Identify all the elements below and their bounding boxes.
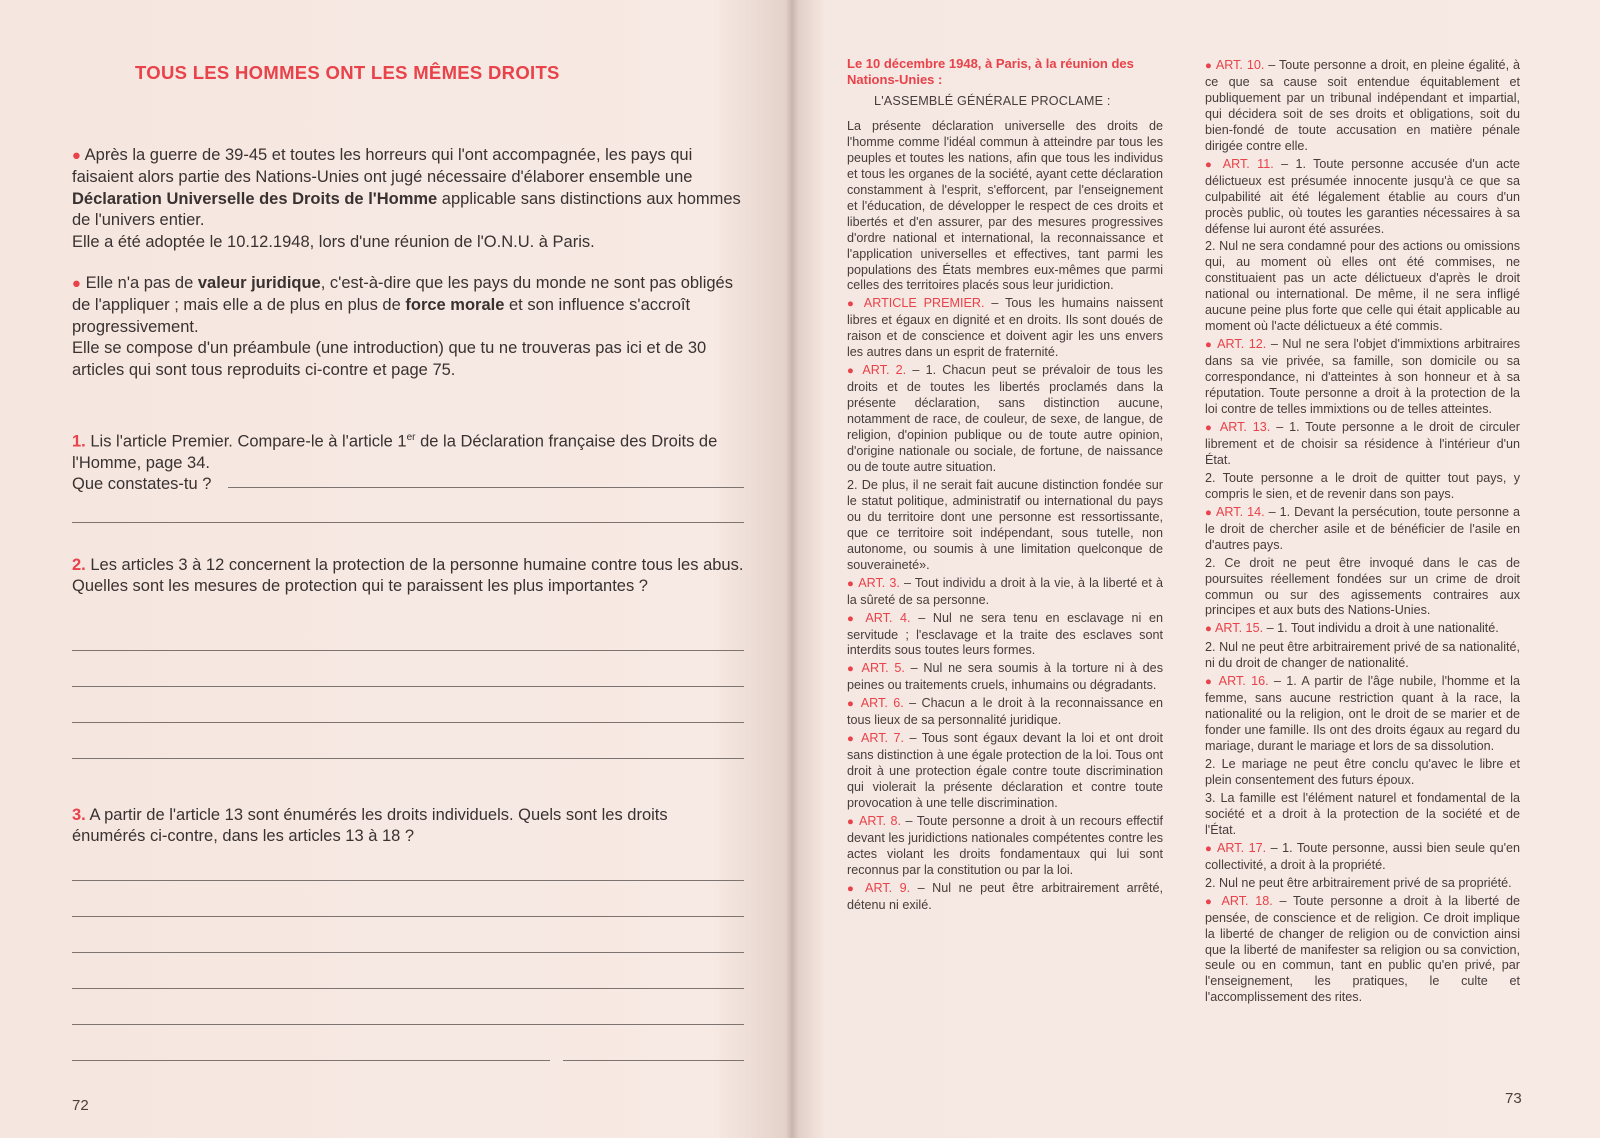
- article-item: [1205, 239, 1520, 335]
- question-2-text-b: Quelles sont les mesures de protection qui te paraissent les plus importantes ?: [72, 577, 648, 596]
- article-item: [1205, 621, 1520, 638]
- para2-text-d: Elle se compose d'un préambule (une introduction) que tu ne trouveras pas ici et de 30 articles qui sont tous reproduits ci-contre et page 75.: [72, 339, 707, 379]
- article-item: [1205, 894, 1520, 1007]
- bullet-icon: ●: [72, 276, 81, 292]
- bullet-icon: ●: [847, 577, 859, 590]
- answer-line[interactable]: [72, 916, 744, 917]
- article-label: ART. 12.: [1217, 337, 1267, 352]
- article-text: – 1. Toute personne, aussi bien seule qu'en collectivité, a droit à la propriété.: [1205, 840, 1520, 872]
- article-label: ART. 16.: [1218, 674, 1269, 689]
- article-text: – 1. Chacun peut se prévaloir de tous les droits et de toutes les libertés proclamés dans la présente déclaration, sans distinction aucune, notamment de race, de couleur, de sexe, de langue, de religion, d'opinion publique ou de toute autre opinion, d'origine nationale ou sociale, de fortune, de naissance ou de toute autre situation.: [847, 363, 1163, 474]
- article-text: – Toute personne a droit, en pleine égalité, à ce que sa cause soit entendue équitablement et publiquement par un tribunal indépendant et impartial, qui décidera soit de ses droits et obligations, soit du bien-fondé de toute accusation en matière pénale dirigée contre elle.: [1205, 58, 1520, 153]
- answer-line[interactable]: [563, 1060, 744, 1061]
- article-text: 2. Nul ne peut être arbitrairement privé de sa propriété.: [1205, 875, 1512, 890]
- article-label: ART. 15.: [1215, 621, 1264, 636]
- article-item: [847, 576, 1163, 609]
- question-2: [72, 555, 744, 598]
- answer-line[interactable]: [72, 952, 744, 953]
- bullet-icon: ●: [1205, 158, 1223, 171]
- answer-line[interactable]: [72, 1060, 550, 1061]
- intro-paragraph-1: [72, 145, 744, 253]
- question-1-number: 1.: [72, 432, 86, 451]
- article-label: ART. 3.: [858, 575, 900, 590]
- article-text: – 1. Toute personne a le droit de circuler librement et de choisir sa résidence à l'intérieur d'un État.: [1205, 419, 1520, 467]
- bullet-icon: ●: [1205, 60, 1216, 72]
- para2-text-c: et son influence s'accroît progressivement.: [72, 296, 691, 336]
- article-text: – Tout individu a droit à la vie, à la liberté et à la sûreté de sa personne.: [847, 575, 1163, 607]
- article-item: [1205, 757, 1520, 789]
- answer-line[interactable]: [72, 758, 744, 759]
- bullet-icon: ●: [1205, 339, 1218, 352]
- bullet-icon: ●: [847, 663, 862, 676]
- article-text: – Nul ne peut être arbitrairement arrêté, détenu ni exilé.: [847, 880, 1163, 912]
- article-text: – 1. A partir de l'âge nubile, l'homme et la femme, sans aucune restriction quant à la race, la nationalité ou la religion, ont le droit de se marier et de fonder une famille. Ils ont des droits égaux au regard du mariage, durant le mariage et lors de sa dissolution.: [1205, 674, 1520, 754]
- page-title: TOUS LES HOMMES ONT LES MÊMES DROITS: [135, 62, 560, 83]
- article-text: 3. La famille est l'élément naturel et fondamental de la société et a droit à la protection de la société et de l'État.: [1205, 790, 1520, 837]
- article-item: [1205, 58, 1520, 155]
- article-text: 2. Nul ne sera condamné pour des actions ou omissions qui, au moment où elles ont été commises, ne constituaient pas un acte délictueux d'après le droit national ou international. De même, il ne sera infligé aucune peine plus forte que celle qui était applicable au moment où l'acte délictueux a été commis.: [1205, 239, 1520, 334]
- article-item: [1205, 791, 1520, 839]
- article-item: [1205, 640, 1520, 672]
- article-label: ART. 9.: [865, 880, 911, 895]
- bullet-icon: ●: [72, 148, 81, 164]
- article-item: [1205, 505, 1520, 554]
- bullet-icon: ●: [847, 698, 861, 711]
- bullet-icon: ●: [1205, 623, 1215, 636]
- article-item: [847, 611, 1163, 660]
- para1-bold: Déclaration Universelle des Droits de l'Homme: [72, 189, 438, 208]
- question-1-text-b: de la Déclaration française des Droits de l'Homme, page 34.: [72, 432, 718, 472]
- article-item: [847, 478, 1163, 574]
- article-text: – Nul ne sera l'objet d'immixtions arbitraires dans sa vie privée, sa famille, son domicile ou sa correspondance, ni d'atteintes à son honneur et à sa réputation. Toute personne a droit à la protection de la loi contre de telles immixtions ou de telles atteintes.: [1205, 337, 1520, 417]
- question-2-number: 2.: [72, 556, 86, 574]
- article-item: [1205, 471, 1520, 503]
- bullet-icon: ●: [847, 612, 866, 625]
- article-text: – 1. Devant la persécution, toute personne a le droit de chercher asile et de bénéficier de l'asile en d'autres pays.: [1205, 504, 1520, 552]
- article-text: – 1. Toute personne accusée d'un acte délictueux est présumée innocente jusqu'à ce que sa culpabilité ait été légalement établie au cours d'un procès public, où toutes les garanties nécessaires à sa défense lui auront été assurées.: [1205, 156, 1520, 236]
- para1-text-b: applicable sans distinctions aux hommes de l'univers entier.: [72, 189, 741, 230]
- bullet-icon: ●: [847, 815, 859, 828]
- articles-list-2: [1205, 58, 1520, 1006]
- para1-text-c: Elle a été adoptée le 10.12.1948, lors d'une réunion de l'O.N.U. à Paris.: [72, 232, 595, 251]
- answer-line[interactable]: [72, 650, 744, 651]
- question-1-text-a: Lis l'article Premier. Compare-le à l'article 1: [90, 432, 407, 451]
- question-1-text-c: Que constates-tu ?: [72, 475, 212, 494]
- article-text: – Toute personne a droit à la liberté de pensée, de conscience et de religion. Ce droit implique la liberté de changer de religion ou de conviction ainsi que la liberté de manifester sa religion ou sa conviction, seule ou en commun, tant en public qu'en privé, par l'enseignement, les pratiques, le culte et l'accomplissement des rites.: [1205, 893, 1520, 1005]
- article-text: 2. Ce droit ne peut être invoqué dans le cas de poursuites réellement fondées sur un crime de droit commun ou sur des agissements contraires aux principes et aux buts des Nations-Unies.: [1205, 555, 1520, 618]
- question-2-text-a: Les articles 3 à 12 concernent la protection de la personne humaine contre tous les abus.: [90, 556, 744, 574]
- proclamation-heading: L'ASSEMBLÉ GÉNÉRALE PROCLAME :: [874, 94, 1111, 108]
- article-item: [1205, 420, 1520, 469]
- answer-line[interactable]: [228, 487, 744, 488]
- question-3-text: A partir de l'article 13 sont énumérés les droits individuels. Quels sont les droits énumérés ci-contre, dans les articles 13 à 18 ?: [72, 806, 668, 846]
- declaration-column-2: [1205, 56, 1520, 1006]
- article-item: [1205, 157, 1520, 238]
- answer-line[interactable]: [72, 988, 744, 989]
- preamble-text: La présente déclaration universelle des droits de l'homme comme l'idéal commun à atteindre par tous les peuples et toutes les nations, afin que tous les individus et tous les organes de la société, ayant cette déclaration constamment à l'esprit, s'efforcent, par l'enseignement et l'éducation, de développer le respect de ces droits et libertés et d'en assurer, par des mesures progressives d'ordre national et international, la reconnaissance et l'application universelles et effectives, tant parmi les populations des États membres eux-mêmes que parmi celles des territoires placés sous leur juridiction.: [847, 118, 1163, 293]
- article-item: [1205, 674, 1520, 755]
- book-gutter: [786, 0, 798, 1138]
- question-3-number: 3.: [72, 806, 86, 824]
- bullet-icon: ●: [1205, 421, 1220, 434]
- article-label: ART. 2.: [862, 363, 907, 378]
- page-number-left: 72: [72, 1097, 89, 1114]
- article-item: [847, 881, 1163, 914]
- question-3: [72, 805, 744, 848]
- para1-text-a: Après la guerre de 39-45 et toutes les horreurs qui l'ont accompagnée, les pays qui faisaient alors partie des Nations-Unies ont jugé nécessaire d'élaborer ensemble une: [72, 146, 693, 187]
- articles-list-1: [847, 296, 1163, 913]
- article-label: ART. 5.: [861, 661, 905, 676]
- para2-text-a: Elle n'a pas de: [85, 274, 198, 292]
- bullet-icon: ●: [847, 298, 864, 311]
- article-label: ART. 10.: [1215, 58, 1265, 72]
- bullet-icon: ●: [1205, 676, 1219, 689]
- article-item: [847, 696, 1163, 729]
- article-label: ART. 4.: [865, 610, 911, 625]
- para2-bold-1: valeur juridique: [197, 274, 321, 292]
- answer-line[interactable]: [72, 880, 744, 881]
- article-item: [847, 731, 1163, 812]
- article-label: ART. 14.: [1216, 504, 1265, 519]
- page-number-right: 73: [1505, 1090, 1522, 1107]
- article-label: ART. 13.: [1219, 419, 1271, 434]
- article-text: 2. Le mariage ne peut être conclu qu'avec le libre et plein consentement des futurs époux.: [1205, 757, 1520, 787]
- para2-text-b: , c'est-à-dire que les pays du monde ne sont pas obligés de l'appliquer ; mais elle a de plus en plus de: [72, 274, 733, 315]
- answer-line[interactable]: [72, 722, 744, 723]
- article-label: ART. 18.: [1221, 893, 1273, 908]
- article-text: – Nul ne sera tenu en esclavage ni en servitude ; l'esclavage et la traite des esclaves sont interdits sous toutes leurs formes.: [847, 610, 1163, 658]
- article-label: ART. 7.: [860, 731, 904, 746]
- article-label: ART. 17.: [1217, 840, 1267, 855]
- answer-line[interactable]: [72, 686, 744, 687]
- para2-bold-2: force morale: [405, 296, 505, 315]
- article-text: – Tous sont égaux devant la loi et ont droit sans distinction à une égale protection de la loi. Tous ont droit à une protection égale contre toute discrimination qui violerait la présente déclaration et contre toute provocation à une telle discrimination.: [847, 731, 1163, 811]
- article-label: ART. 8.: [858, 813, 902, 828]
- article-item: [847, 814, 1163, 879]
- article-text: – Toute personne a droit à un recours effectif devant les juridictions nationales compétentes contre les actes violant les droits fondamentaux qui lui sont reconnus par la constitution ou par la loi.: [847, 813, 1163, 877]
- intro-paragraph-2: [72, 273, 744, 381]
- article-text: – Chacun a le droit à la reconnaissance en tous lieux de sa personnalité juridique.: [847, 696, 1163, 728]
- answer-line[interactable]: [72, 522, 744, 523]
- question-1: [72, 427, 744, 496]
- article-item: [847, 296, 1163, 361]
- article-item: [847, 363, 1163, 476]
- article-text: 2. De plus, il ne serait fait aucune distinction fondée sur le statut politique, administratif ou international du pays ou du territoire dont une personne est ressortissante, que ce territoire soit indépendant, sous tutelle, non autonome, ou soumis à une limitation quelconque de souveraineté».: [847, 477, 1163, 572]
- bullet-icon: ●: [847, 882, 866, 895]
- article-text: 2. Nul ne peut être arbitrairement privé de sa nationalité, ni du droit de changer de nationalité.: [1205, 640, 1520, 671]
- article-item: [1205, 841, 1520, 874]
- article-label: ART. 6.: [860, 696, 904, 711]
- bullet-icon: ●: [1205, 895, 1222, 908]
- article-item: [1205, 556, 1520, 620]
- bullet-icon: ●: [847, 365, 863, 378]
- article-text: – 1. Tout individu a droit à une nationalité.: [1263, 621, 1499, 636]
- question-1-sup: er: [406, 432, 416, 443]
- article-text: – Nul ne sera soumis à la torture ni à des peines ou traitements cruels, inhumains ou dégradants.: [847, 661, 1163, 693]
- article-item: [1205, 876, 1520, 892]
- article-text: – Tous les humains naissent libres et égaux en dignité et en droits. Ils sont doués de raison et de conscience et doivent agir les uns envers les autres dans un esprit de fraternité.: [847, 296, 1163, 360]
- article-item: [1205, 337, 1520, 418]
- article-text: 2. Toute personne a le droit de quitter tout pays, y compris le sien, et de revenir dans son pays.: [1205, 470, 1520, 501]
- answer-line[interactable]: [72, 1024, 744, 1025]
- article-item: [847, 661, 1163, 694]
- bullet-icon: ●: [1205, 842, 1218, 855]
- declaration-header: Le 10 décembre 1948, à Paris, à la réunion des Nations-Unies :: [847, 56, 1134, 87]
- declaration-column-1: [847, 56, 1163, 914]
- bullet-icon: ●: [1205, 506, 1217, 519]
- bullet-icon: ●: [847, 733, 861, 746]
- article-label: ARTICLE PREMIER.: [863, 296, 985, 311]
- article-label: ART. 11.: [1222, 156, 1274, 171]
